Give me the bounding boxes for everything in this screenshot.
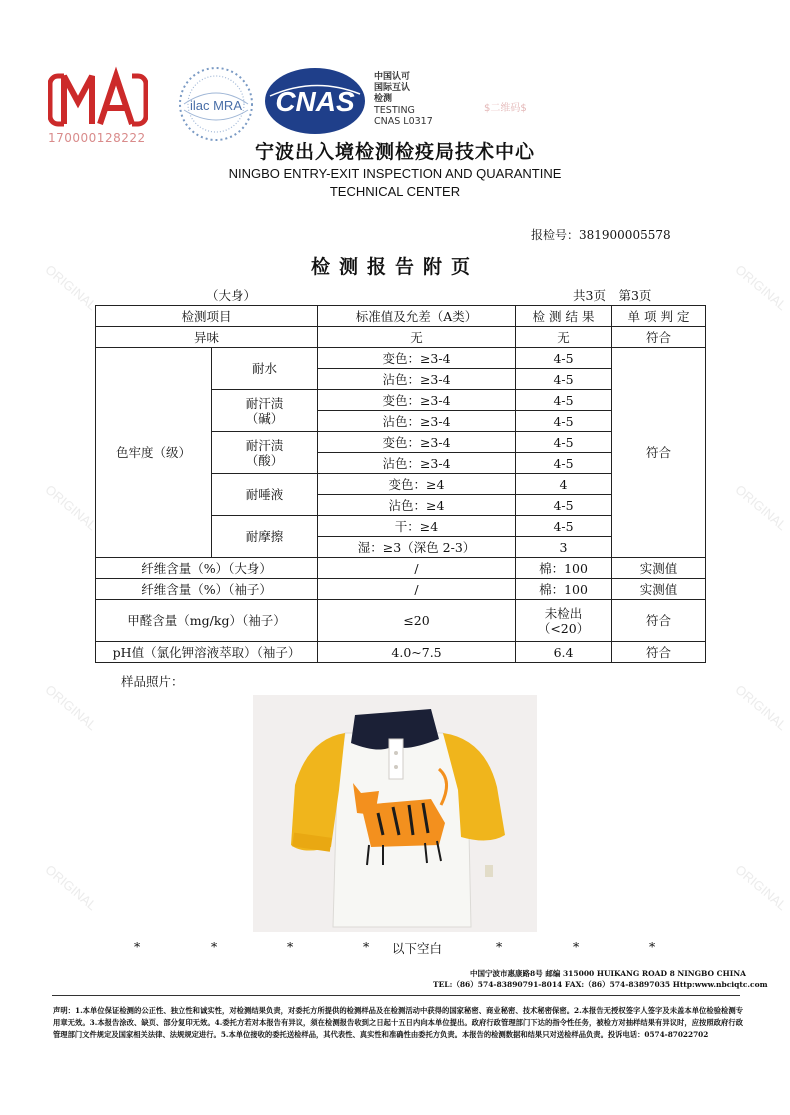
item-cell: 异味: [96, 327, 318, 348]
verdict-cell: 符合: [612, 327, 706, 348]
qr-code-placeholder: $二维码$: [484, 103, 527, 114]
result-cell: 6.4: [516, 642, 612, 663]
table-row: [96, 348, 706, 369]
result-line: 未检出: [544, 605, 583, 621]
standard-cell: 沾色：≥3-4: [318, 411, 516, 432]
header-cell: 检 测 结 果: [516, 306, 612, 327]
result-cell: [516, 600, 612, 642]
watermark: ORIGINAL: [42, 681, 100, 734]
verdict-cell: 符合: [612, 600, 706, 642]
svg-text:CNAS: CNAS: [275, 86, 355, 117]
result-cell: 4: [516, 474, 612, 495]
star-mark: *: [649, 939, 656, 954]
item-cell: 色牢度（级）: [96, 348, 212, 558]
center-name-en-line2: TECHNICAL CENTER: [329, 184, 461, 199]
cnas-logo: [260, 66, 370, 136]
star-mark: *: [363, 939, 370, 954]
standard-cell: /: [318, 558, 516, 579]
table-row: [96, 558, 706, 579]
cnas-line: 中国认可: [374, 72, 411, 82]
item-cell: 纤维含量（%）（大身）: [96, 558, 318, 579]
watermark: ORIGINAL: [732, 481, 790, 534]
result-cell: 4-5: [516, 453, 612, 474]
table-row: [96, 642, 706, 663]
header-cell: 检测项目: [96, 306, 318, 327]
standard-cell: 变色：≥3-4: [318, 432, 516, 453]
report-number: 报检号：381900005578: [531, 228, 671, 242]
cnas-line: CNAS L0317: [374, 116, 433, 127]
result-cell: 4-5: [516, 348, 612, 369]
result-line: （<20）: [537, 620, 590, 636]
table-header-row: [96, 306, 706, 327]
result-cell: 3: [516, 537, 612, 558]
standard-cell: 沾色：≥3-4: [318, 453, 516, 474]
subitem-cell: 耐水: [212, 348, 318, 390]
star-mark: *: [573, 939, 580, 954]
result-cell: 4-5: [516, 411, 612, 432]
cma-number: 170000128222: [48, 131, 146, 145]
table-row: [96, 327, 706, 348]
standard-cell: ≤20: [318, 600, 516, 642]
standard-cell: 湿：≥3（深色 2-3）: [318, 537, 516, 558]
result-cell: 4-5: [516, 369, 612, 390]
center-name-en-line1: NINGBO ENTRY-EXIT INSPECTION AND QUARANTINE: [228, 166, 562, 181]
cnas-line: 国际互认: [374, 83, 411, 93]
result-cell: 4-5: [516, 390, 612, 411]
star-mark: *: [211, 939, 218, 954]
watermark: ORIGINAL: [42, 861, 100, 914]
result-cell: 棉：100: [516, 558, 612, 579]
page-info: 共3页 第3页: [573, 288, 652, 303]
subitem-cell: 耐汗渍 （碱）: [212, 390, 318, 432]
report-title: 检测报告附页: [310, 256, 479, 278]
standard-cell: 沾色：≥4: [318, 495, 516, 516]
standard-cell: 沾色：≥3-4: [318, 369, 516, 390]
footer-address: 中国宁波市惠康路8号 邮编 315000 HUIKANG ROAD 8 NINGBO CHINA: [470, 969, 746, 978]
footer-contact: TEL:（86）574-83890791-8014 FAX:（86）574-83897035 Http:www.nbciqtc.com: [433, 980, 768, 989]
watermark: ORIGINAL: [732, 861, 790, 914]
cnas-line: 检测: [374, 94, 393, 104]
photo-label: 样品照片：: [121, 674, 184, 689]
center-name-cn: 宁波出入境检测检疫局技术中心: [254, 141, 535, 163]
verdict-cell: 实测值: [612, 558, 706, 579]
sample-photo: [253, 695, 537, 932]
subitem-cell: 耐汗渍 （酸）: [212, 432, 318, 474]
verdict-cell: 符合: [612, 642, 706, 663]
standard-cell: 无: [318, 327, 516, 348]
result-cell: 无: [516, 327, 612, 348]
standard-cell: 变色：≥4: [318, 474, 516, 495]
cnas-line: TESTING: [374, 105, 415, 116]
standard-cell: 变色：≥3-4: [318, 390, 516, 411]
header-cell: 单 项 判 定: [612, 306, 706, 327]
item-cell: pH值（氯化钾溶液萃取）（袖子）: [96, 642, 318, 663]
item-cell: 甲醛含量（mg/kg）（袖子）: [96, 600, 318, 642]
cnas-accreditation-text: [374, 72, 433, 127]
verdict-cell: 符合: [612, 348, 706, 558]
star-mark: *: [287, 939, 294, 954]
result-cell: 棉：100: [516, 579, 612, 600]
subitem-cell: 耐唾液: [212, 474, 318, 516]
footer-statement: 声明：1.本单位保证检测的公正性、独立性和诚实性，对检测结果负责，对委托方所提供的检测样品及在检测活动中获得的国家秘密、商业秘密、技术秘密保密。2.本报告无授权签字人签字及未盖本单位检验检测专用章无效。3.本报告涂改、缺页、部分复印无效。4.委托方若对本报告有异议，须在检测报告收到之日起十五日内向本单位提出。政府行政管理部门下达的指令性任务，被检方对抽样结果有异议时，应按照政府行政管理部门文件规定及国家相关法律、法规规定进行。5.本单位接收的委托送检样品，其代表性、真实性和准确性由委托方负责。本报告的检测数据和结果只对送检样品负责。投诉电话：0574-87022702: [53, 1006, 743, 1039]
standard-cell: 4.0~7.5: [318, 642, 516, 663]
standard-cell: 变色：≥3-4: [318, 348, 516, 369]
footer-divider: [52, 995, 740, 996]
result-cell: 4-5: [516, 432, 612, 453]
watermark: ORIGINAL: [42, 261, 100, 314]
star-mark: *: [496, 939, 503, 954]
watermark: ORIGINAL: [42, 481, 100, 534]
standard-cell: 干：≥4: [318, 516, 516, 537]
svg-text:ilac MRA: ilac MRA: [189, 98, 243, 113]
standard-cell: /: [318, 579, 516, 600]
header-cell: 标准值及允差（A类）: [318, 306, 516, 327]
subitem-cell: 耐摩擦: [212, 516, 318, 558]
result-cell: 4-5: [516, 516, 612, 537]
verdict-cell: 实测值: [612, 579, 706, 600]
item-cell: 纤维含量（%）（袖子）: [96, 579, 318, 600]
watermark: ORIGINAL: [732, 261, 790, 314]
watermark: ORIGINAL: [732, 681, 790, 734]
blank-below-text: 以下空白: [392, 941, 443, 956]
test-results-table: [95, 305, 706, 663]
star-mark: *: [134, 939, 141, 954]
ilac-mra-logo: [176, 64, 256, 144]
table-row: [96, 600, 706, 642]
part-label: （大身）: [206, 288, 257, 303]
result-cell: 4-5: [516, 495, 612, 516]
table-row: [96, 579, 706, 600]
